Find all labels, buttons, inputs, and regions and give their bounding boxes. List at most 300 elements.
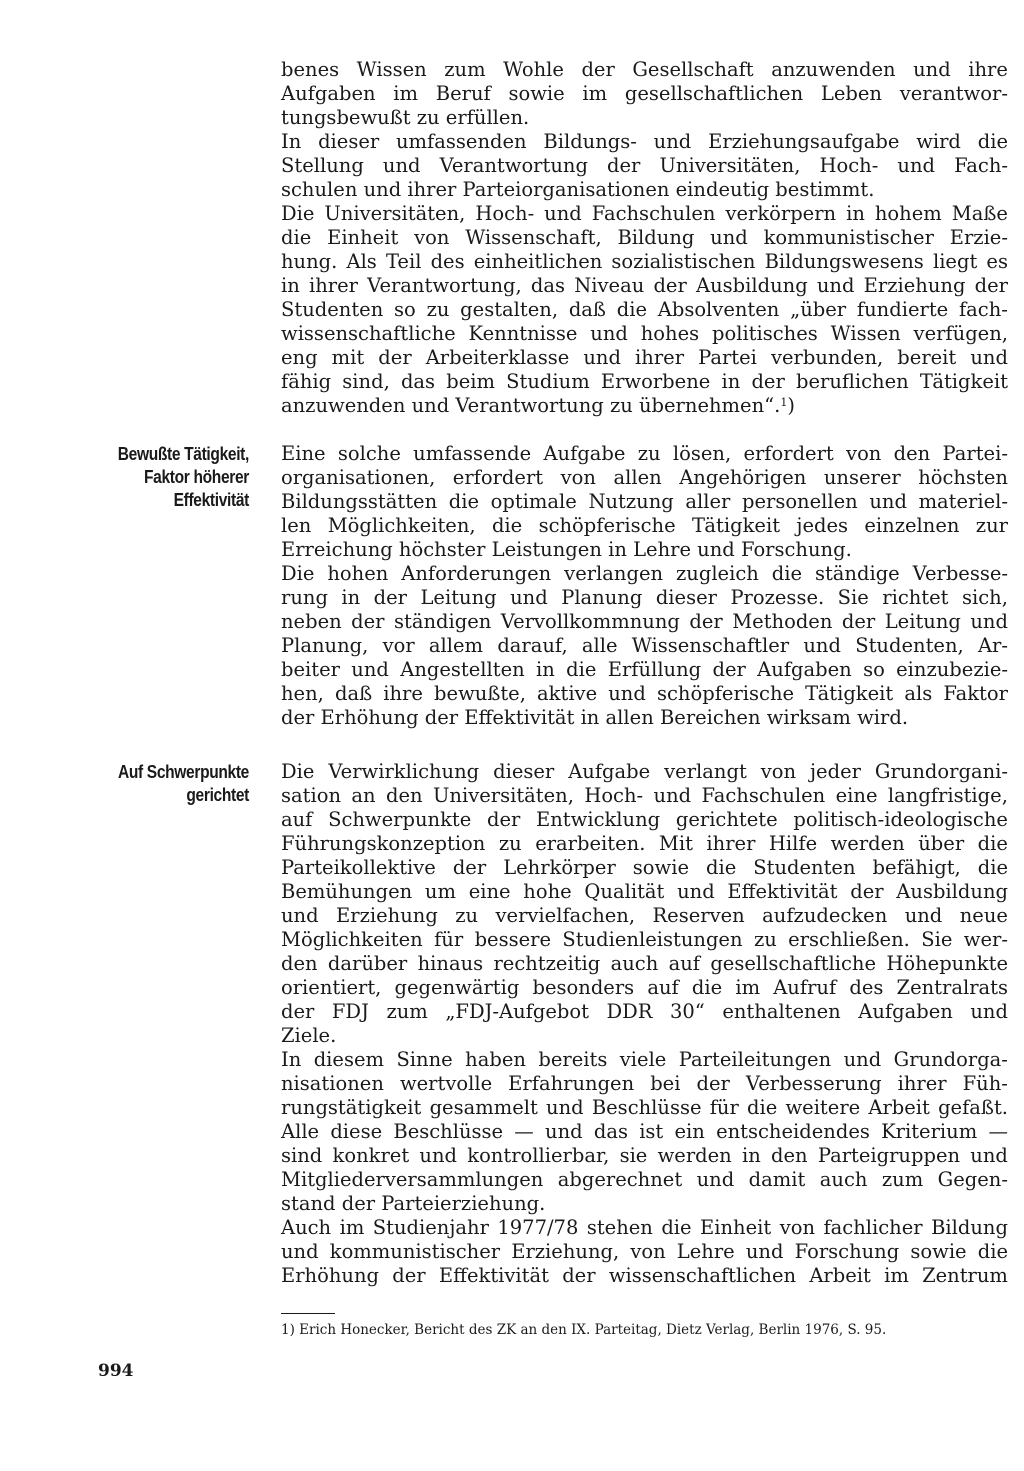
word: besonders: [532, 976, 635, 999]
word: beim: [446, 370, 495, 393]
word: und: [677, 880, 715, 903]
word: darauf,: [497, 634, 568, 657]
word: Leben: [820, 82, 882, 105]
word: aller: [685, 490, 731, 513]
word: Alle: [281, 1120, 320, 1143]
word: neue: [959, 904, 1008, 927]
word: gestalten,: [460, 298, 559, 321]
word: gefaßt.: [938, 1096, 1008, 1119]
word: daß: [334, 682, 373, 705]
word: Die: [281, 202, 315, 225]
word: in: [281, 274, 300, 297]
word: gegenwärtig: [394, 976, 520, 999]
word: der: [850, 880, 884, 903]
word: Leitung: [420, 586, 497, 609]
word: Hoch-: [475, 202, 535, 225]
word: und: [710, 226, 748, 249]
word: aktive: [537, 682, 598, 705]
word: gesammelt: [429, 1096, 538, 1119]
word: Verbesserung: [745, 1072, 882, 1095]
word: ständigen: [393, 610, 492, 633]
word: hohem: [874, 202, 942, 225]
word: wird: [916, 130, 961, 153]
word: der: [378, 346, 412, 369]
word: Sie: [921, 928, 953, 951]
word: organisationen,: [281, 466, 436, 489]
word: und: [583, 346, 621, 369]
word: allem: [428, 634, 484, 657]
word: ihre: [383, 682, 423, 705]
word: Kriterium: [881, 1120, 978, 1143]
word: diese: [330, 1120, 383, 1143]
word: Gesellschaft: [632, 58, 754, 81]
word: Hilfe: [768, 832, 818, 855]
word: Lehrkörper: [503, 856, 616, 879]
word: und: [904, 904, 943, 927]
word: Verantwortung: [439, 154, 588, 177]
word: Erziehung: [336, 904, 438, 927]
word: verbunden,: [770, 346, 884, 369]
word: auf: [647, 976, 679, 999]
word: bewußte,: [434, 682, 526, 705]
word: bei: [650, 1072, 681, 1095]
word: bereits: [538, 1048, 608, 1071]
word: im: [884, 1264, 909, 1287]
word: des: [849, 976, 884, 999]
word: und: [544, 202, 582, 225]
word: hen,: [281, 682, 324, 705]
word: DDR: [606, 1000, 653, 1023]
word: der: [562, 1264, 596, 1287]
word: ein: [674, 1120, 705, 1143]
word: und: [803, 634, 841, 657]
body-line: [281, 658, 1008, 681]
word: Wissenschaftler: [631, 634, 790, 657]
word: liegt: [932, 250, 978, 273]
body-line: [281, 1000, 1008, 1023]
word: Mit: [658, 832, 693, 855]
word: der: [281, 1000, 315, 1023]
word: Die: [281, 760, 315, 783]
word: gesellschaftlichen: [624, 82, 804, 105]
body-line: [281, 976, 1008, 999]
word: und: [546, 1096, 584, 1119]
word: erarbeiten.: [535, 832, 646, 855]
word: Zentralrats: [896, 976, 1008, 999]
word: fähig: [281, 370, 332, 393]
word: Studenten,: [855, 634, 964, 657]
margin-note-line: gerichtet: [186, 784, 249, 805]
word: und: [419, 1144, 458, 1167]
page-number: 994: [98, 1361, 134, 1381]
word: Aufruf: [773, 976, 837, 999]
word: Hoch-: [584, 784, 644, 807]
word: neben: [281, 610, 342, 633]
word: orientiert,: [281, 976, 382, 999]
word: Effektivität: [727, 880, 838, 903]
word: es: [986, 250, 1008, 273]
word: Maße: [951, 202, 1008, 225]
word: Aufgaben: [281, 82, 376, 105]
word: um: [424, 880, 456, 903]
word: Möglichkeiten,: [327, 514, 476, 537]
word: über: [918, 832, 965, 855]
footnote-marker-suffix: ): [787, 394, 795, 417]
word: für: [434, 928, 464, 951]
word: Erzie-: [949, 226, 1008, 249]
word: Universitäten,: [659, 154, 801, 177]
word: wertvolle: [399, 1072, 493, 1095]
word: und: [382, 154, 421, 177]
word: fachlicher: [823, 1216, 923, 1239]
word: richtet: [882, 586, 949, 609]
word: Erfahrungen: [508, 1072, 635, 1095]
word: 30“: [669, 1000, 705, 1023]
body-line: [281, 1048, 1008, 1071]
word: und: [696, 1168, 735, 1191]
word: verkörpern: [725, 202, 837, 225]
word: dieser: [318, 130, 380, 153]
body-line: [281, 346, 1008, 369]
word: das: [530, 274, 566, 297]
word: auf: [668, 952, 700, 975]
word: Füh-: [962, 1072, 1008, 1095]
word: Verwirklichung: [328, 760, 480, 783]
word: und: [913, 58, 951, 81]
word: Angehörigen: [679, 466, 807, 489]
word: vor: [382, 634, 415, 657]
word: der: [841, 610, 876, 633]
word: damit: [748, 1168, 806, 1191]
word: eine: [468, 880, 511, 903]
word: der: [452, 856, 487, 879]
word: sation: [281, 784, 342, 807]
body-line: stand der Parteierziehung.: [281, 1192, 546, 1215]
word: wissenschaftliche: [281, 322, 456, 345]
word: und: [843, 1048, 882, 1071]
word: schöpferische: [538, 514, 676, 537]
word: —: [988, 1120, 1008, 1143]
word: höchsten: [918, 466, 1008, 489]
word: in: [341, 586, 361, 609]
word: als: [904, 682, 933, 705]
word: Wissen: [830, 322, 901, 345]
word: Erziehung: [863, 274, 966, 297]
word: beruflichen: [795, 370, 909, 393]
body-line: [281, 1120, 1008, 1143]
word: unserer: [823, 466, 901, 489]
word: den: [771, 1144, 808, 1167]
word: Aufgabe: [543, 442, 626, 465]
word: und: [869, 490, 907, 513]
word: Bildung: [931, 1216, 1008, 1239]
word: von: [779, 1216, 816, 1239]
footnote: 1) Erich Honecker, Bericht des ZK an den IX. Parteitag, Dietz Verlag, Berlin 1976, S. 95.: [281, 1322, 887, 1338]
body-line: [281, 682, 1008, 705]
word: hohen: [327, 562, 389, 585]
word: Bildung: [617, 226, 695, 249]
word: den: [385, 784, 423, 807]
body-line: [281, 466, 1008, 489]
word: Vervollkommnung: [500, 610, 680, 633]
word: Tätigkeit: [691, 514, 781, 537]
word: einheitlichen: [473, 250, 603, 273]
word: ihre: [968, 58, 1008, 81]
word: Universitäten,: [324, 202, 466, 225]
word: fundierte: [856, 298, 949, 321]
word: und: [970, 610, 1008, 633]
word: zu: [637, 442, 661, 465]
body-line: [281, 856, 1008, 879]
word: ihrer: [635, 346, 685, 369]
word: bereit: [897, 346, 957, 369]
word: Einheit: [700, 1216, 772, 1239]
word: Erworbene: [600, 370, 711, 393]
word: sich,: [962, 586, 1008, 609]
body-line: [281, 760, 1008, 783]
body-line: [281, 562, 1008, 585]
word: eng: [281, 346, 318, 369]
word: des: [430, 250, 465, 273]
word: Möglichkeiten: [281, 928, 423, 951]
word: der: [392, 1264, 426, 1287]
word: rechtzeitig: [493, 952, 601, 975]
word: der: [712, 658, 746, 681]
body-line: [281, 928, 1008, 951]
word: Methoden: [732, 610, 833, 633]
body-line: [281, 784, 1008, 807]
word: die: [566, 658, 597, 681]
body-line: Erreichung höchster Leistungen in Lehre und Forschung.: [281, 538, 852, 561]
margin-note-line: Effektivität: [173, 489, 249, 510]
word: Studium: [506, 370, 590, 393]
word: Arbeit: [809, 1264, 871, 1287]
word: beiter: [281, 658, 340, 681]
word: von: [414, 226, 450, 249]
word: „FDJ-Aufgebot: [445, 1000, 589, 1023]
word: der: [974, 274, 1008, 297]
word: Bildungswesens: [764, 250, 924, 273]
body-line: [281, 490, 1008, 513]
word: dieser: [493, 760, 555, 783]
word: Einheit: [327, 226, 399, 249]
word: Arbeit: [868, 1096, 930, 1119]
word: Aufgaben: [858, 1000, 953, 1023]
word: hohes: [640, 322, 700, 345]
word: daß: [568, 298, 606, 321]
word: Erziehung,: [511, 1240, 620, 1263]
word: —: [514, 1120, 534, 1143]
word: Faktor: [943, 682, 1008, 705]
word: sowie: [910, 1240, 967, 1263]
word: Beruf: [435, 82, 491, 105]
word: konkret: [332, 1144, 410, 1167]
word: umfassenden: [396, 130, 527, 153]
word: Universitäten,: [432, 784, 574, 807]
word: hinaus: [417, 952, 484, 975]
word: Mitgliederversammlungen: [281, 1168, 544, 1191]
footnote-marker: 1: [780, 396, 788, 409]
word: mit: [331, 346, 365, 369]
word: „über: [790, 298, 847, 321]
word: ihrer: [706, 832, 756, 855]
word: der: [653, 274, 687, 297]
word: Planung: [561, 586, 643, 609]
word: dieser: [655, 586, 717, 609]
word: Entwicklung: [536, 808, 661, 831]
word: Als: [346, 250, 377, 273]
word: erfordert: [743, 442, 834, 465]
body-line: [281, 82, 1008, 105]
word: Arbeiterklasse: [425, 346, 570, 369]
body-line: Ziele.: [281, 1024, 337, 1047]
word: jeder: [810, 760, 861, 783]
word: FDJ: [331, 1000, 369, 1023]
word: auf: [281, 808, 313, 831]
word: Studenten: [753, 856, 856, 879]
word: Verbesse-: [912, 562, 1008, 585]
body-line: [281, 1168, 1008, 1191]
word: in: [721, 370, 741, 393]
word: Prozesse.: [730, 586, 825, 609]
word: Angestellten: [400, 658, 525, 681]
word: kontrollierbar,: [467, 1144, 610, 1167]
word: ist: [639, 1120, 664, 1143]
body-line: [281, 298, 1008, 321]
body-line: [281, 904, 1008, 927]
body-line: [281, 130, 1008, 153]
word: und: [653, 130, 692, 153]
word: die: [281, 226, 312, 249]
word: die: [977, 1240, 1008, 1263]
word: und: [608, 682, 646, 705]
word: anzuwenden: [771, 58, 896, 81]
word: hung.: [281, 250, 338, 273]
word: sowie: [632, 856, 689, 879]
word: langfristige,: [887, 784, 1008, 807]
word: Wissenschaft,: [465, 226, 602, 249]
word: einzubezie-: [896, 658, 1008, 681]
word: Wohle: [503, 58, 564, 81]
word: und: [970, 1144, 1008, 1167]
word: zu: [455, 904, 479, 927]
word: werden: [830, 832, 905, 855]
word: in: [741, 1144, 761, 1167]
word: optimale: [490, 490, 577, 513]
word: der: [751, 370, 785, 393]
word: rungstätigkeit: [281, 1096, 422, 1119]
word: sozialistischen: [611, 250, 756, 273]
word: Beschlüsse: [393, 1120, 504, 1143]
word: die: [691, 976, 723, 999]
word: Fachschulen: [591, 202, 716, 225]
word: erschließen.: [788, 928, 910, 951]
word: zur: [975, 514, 1008, 537]
word: von: [846, 442, 882, 465]
word: abgerechnet: [557, 1168, 683, 1191]
word: Ausbildung: [896, 880, 1008, 903]
word: verlangen: [564, 562, 664, 585]
word: so: [863, 658, 885, 681]
word: benes: [281, 58, 340, 81]
body-line: [281, 154, 1008, 177]
word: das: [593, 1120, 628, 1143]
word: politisches: [711, 322, 818, 345]
word: und: [545, 1120, 583, 1143]
word: die: [661, 1216, 692, 1239]
word: zum: [386, 1000, 428, 1023]
word: In: [281, 1048, 302, 1071]
word: Bemühungen: [281, 880, 413, 903]
word: gesellschaftliche: [710, 952, 877, 975]
word: die: [771, 562, 803, 585]
word: im: [339, 1216, 365, 1239]
word: Bildungs-: [543, 130, 637, 153]
word: umfassende: [413, 442, 532, 465]
word: Führungskonzeption: [281, 832, 486, 855]
word: die: [977, 130, 1008, 153]
word: Planung,: [281, 634, 369, 657]
word: der: [607, 154, 641, 177]
body-line: [281, 1072, 1008, 1095]
word: Fach-: [954, 154, 1008, 177]
word: der: [581, 58, 615, 81]
word: Aufgabe: [568, 760, 651, 783]
word: Grundorgani-: [874, 760, 1008, 783]
word: von: [760, 760, 797, 783]
word: zu: [498, 832, 522, 855]
word: allen: [613, 466, 662, 489]
word: Niveau: [574, 274, 645, 297]
word: Studienjahr: [372, 1216, 489, 1239]
word: Die: [281, 562, 315, 585]
word: bessere: [474, 928, 552, 951]
word: und: [970, 1000, 1008, 1023]
body-line: schulen und ihrer Parteiorganisationen eindeutig bestimmt.: [281, 178, 875, 201]
word: Absolventen: [657, 298, 780, 321]
word: und: [351, 658, 389, 681]
word: in: [536, 658, 555, 681]
word: der: [373, 586, 408, 609]
body-line: [281, 322, 1008, 345]
word: ihrer: [897, 1072, 947, 1095]
word: kommunistischer: [763, 226, 934, 249]
word: den: [893, 442, 931, 465]
word: Forschung: [794, 1240, 900, 1263]
word: zugleich: [676, 562, 759, 585]
word: personellen: [741, 490, 858, 513]
body-line: [281, 1264, 1008, 1287]
word: der: [486, 808, 521, 831]
word: solche: [337, 442, 401, 465]
word: Schwerpunkte: [328, 808, 472, 831]
word: und: [281, 904, 319, 927]
word: auch: [610, 952, 659, 975]
word: Leitung: [884, 610, 961, 633]
margin-note-schwerpunkte: [73, 760, 249, 806]
body-line: [281, 442, 1008, 465]
word: sowie: [508, 82, 565, 105]
word: im: [393, 82, 419, 105]
word: und: [510, 586, 548, 609]
word: Höhepunkte: [886, 952, 1008, 975]
body-line: [281, 58, 1008, 81]
word: die: [747, 1096, 778, 1119]
word: Kenntnisse: [468, 322, 578, 345]
word: erfordert: [452, 466, 544, 489]
word: zum: [444, 58, 486, 81]
word: Studenten: [281, 298, 384, 321]
